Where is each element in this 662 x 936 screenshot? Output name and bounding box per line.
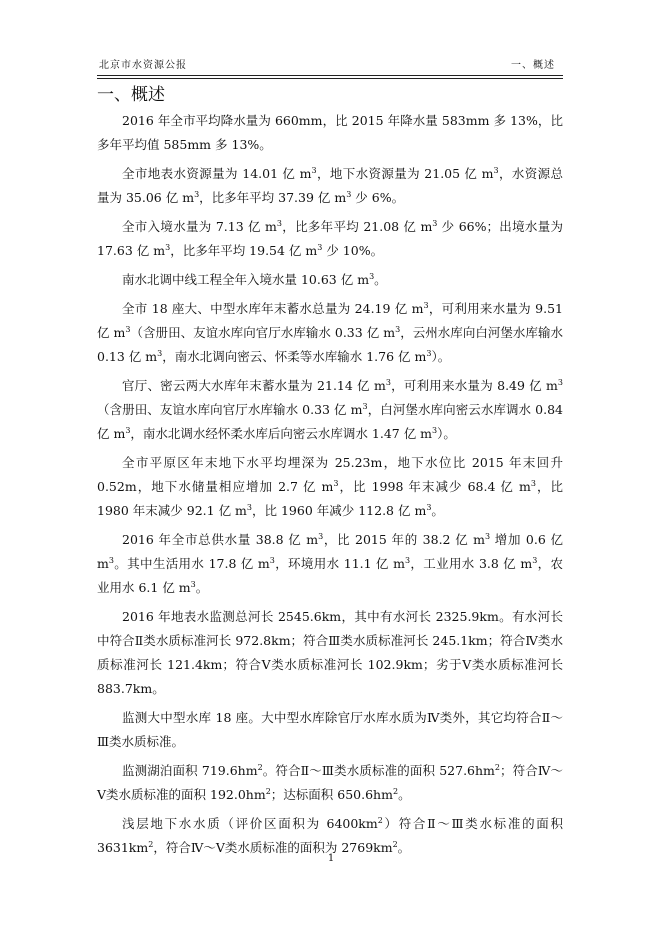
text-segment: 浅层地下水水质（评价区面积为 6400km — [122, 816, 378, 831]
text-segment: 监测湖泊面积 719.6hm — [122, 763, 258, 778]
superscript: 2 — [377, 815, 383, 825]
text-segment: ，可利用来水量为 9.51 亿 m — [97, 301, 563, 340]
text-segment: 全市入境水量为 7.13 亿 m — [122, 219, 277, 234]
text-segment: ，云州水库向白河堡水库输水 0.13 亿 m — [97, 325, 563, 364]
text-segment: 全市 18 座大、中型水库年末蓄水总量为 24.19 亿 m — [122, 301, 424, 316]
text-segment: 监测大中型水库 18 座。大中型水库除官厅水库水质为Ⅳ类外，其它均符合Ⅱ～Ⅲ类水质标准。 — [97, 710, 563, 749]
superscript: 3 — [426, 348, 432, 358]
text-segment: 少 66%；出境水量为 17.63 亿 m — [97, 219, 563, 258]
superscript: 3 — [269, 555, 275, 565]
text-segment: ，农业用水 6.1 亿 m — [97, 556, 563, 595]
superscript: 3 — [346, 189, 352, 199]
body-paragraph — [97, 215, 563, 263]
text-segment: ）。 — [437, 426, 456, 441]
text-segment: 。 — [195, 580, 209, 595]
superscript: 3 — [165, 242, 171, 252]
text-segment: 2016 年地表水监测总河长 2545.6km，其中有水河长 2325.9km。有水河长中符合Ⅱ类水质标准河长 972.8km；符合Ⅲ类水质标准河长 245.1km；符合Ⅳ类水质标准河长 121.4km；符合Ⅴ类水质标准河长 102.9km；劣于Ⅴ类水质标准河长 883.7km。 — [97, 609, 563, 696]
text-segment: （含册田、友谊水库向官厅水库输水 0.33 亿 m — [130, 325, 396, 340]
header-divider — [97, 78, 563, 79]
body-paragraph — [97, 759, 563, 807]
superscript: 3 — [426, 502, 432, 512]
text-segment: （含册田、友谊水库向官厅水库输水 0.33 亿 m — [97, 402, 363, 417]
body-paragraph — [97, 605, 563, 701]
text-segment: ，地下水资源量为 21.05 亿 m — [316, 166, 494, 181]
text-segment: ，白河堡水库向密云水库调水 0.84 亿 m — [97, 402, 563, 441]
superscript: 2 — [148, 839, 154, 849]
superscript: 3 — [317, 242, 323, 252]
superscript: 3 — [276, 218, 282, 228]
body-paragraph — [97, 268, 563, 292]
header-publication-title: 北京市水资源公报 — [99, 60, 187, 71]
body-paragraph — [97, 528, 563, 600]
body-paragraph — [97, 374, 563, 446]
text-segment: 。其中生活用水 17.8 亿 m — [113, 556, 270, 571]
superscript: 3 — [362, 401, 368, 411]
superscript: 3 — [125, 324, 131, 334]
superscript: 3 — [318, 531, 324, 541]
text-segment: ，符合Ⅳ～Ⅴ类水质标准的面积为 2769km — [153, 840, 393, 855]
superscript: 3 — [557, 377, 564, 387]
body-paragraph — [97, 109, 563, 157]
superscript: 2 — [257, 762, 263, 772]
body-paragraph — [97, 162, 563, 210]
superscript: 3 — [484, 531, 491, 541]
text-segment: ，比多年平均 37.39 亿 m — [199, 190, 347, 205]
text-segment: ，水资源总量为 35.06 亿 m — [97, 166, 564, 205]
superscript: 3 — [108, 555, 114, 565]
superscript: 3 — [532, 555, 538, 565]
text-segment: ，可利用来水量为 8.49 亿 m — [390, 378, 558, 393]
section-title: 一、概述 — [97, 85, 165, 105]
text-segment: ，南水北调向密云、怀柔等水库输水 1.76 亿 m — [162, 349, 427, 364]
superscript: 2 — [265, 786, 271, 796]
body-paragraph — [97, 297, 563, 369]
text-segment: 少 10%。 — [322, 243, 384, 258]
text-segment: 全市地表水资源量为 14.01 亿 m — [122, 166, 312, 181]
document-body — [97, 109, 563, 865]
superscript: 3 — [404, 555, 411, 565]
superscript: 3 — [157, 348, 163, 358]
text-segment: 全市平原区年末地下水平均埋深为 25.23m，地下水位比 2015 年末回升 0.52m，地下水储量相应增加 2.7 亿 m — [97, 455, 563, 494]
superscript: 3 — [311, 165, 317, 175]
text-segment: 。 — [398, 787, 411, 802]
text-segment: 官厅、密云两大水库年末蓄水量为 21.14 亿 m — [122, 378, 386, 393]
text-segment: ，比多年平均 19.54 亿 m — [170, 243, 318, 258]
superscript: 3 — [395, 324, 401, 334]
text-segment: ，比 2015 年的 38.2 亿 m — [323, 532, 485, 547]
text-segment: ，比多年平均 21.08 亿 m — [281, 219, 433, 234]
text-segment: ，工业用水 3.8 亿 m — [410, 556, 533, 571]
text-segment: 。 — [431, 503, 444, 518]
superscript: 3 — [432, 218, 438, 228]
superscript: 3 — [423, 300, 429, 310]
text-segment: ，南水北调水经怀柔水库后向密云水库调水 1.47 亿 m — [130, 426, 433, 441]
superscript: 3 — [493, 165, 499, 175]
text-segment: ，比 1998 年末减少 68.4 亿 m — [338, 479, 531, 494]
text-segment: ，比 1960 年减少 112.8 亿 m — [251, 503, 427, 518]
superscript: 3 — [385, 377, 391, 387]
body-paragraph — [97, 706, 563, 754]
body-paragraph — [97, 451, 563, 523]
text-segment: 南水北调中线工程全年入境水量 10.63 亿 m — [122, 272, 370, 287]
header-section-title: 一、概述 — [511, 60, 555, 71]
superscript: 2 — [494, 762, 500, 772]
text-segment: 2016 年全市总供水量 38.8 亿 m — [122, 532, 319, 547]
text-segment: ；符合Ⅳ～Ⅴ类水质标准的面积 192.0hm — [97, 763, 563, 802]
text-segment: 2016 年全市平均降水量为 660mm，比 2015 年降水量 583mm 多 13%，比多年平均值 585mm 多 13%。 — [97, 113, 563, 152]
text-segment: 。符合Ⅱ～Ⅲ类水质标准的面积 527.6hm — [262, 763, 495, 778]
superscript: 2 — [392, 839, 398, 849]
text-segment: 增加 0.6 亿 m — [97, 532, 563, 571]
superscript: 3 — [530, 478, 536, 488]
text-segment: 。 — [374, 272, 387, 287]
superscript: 3 — [125, 425, 131, 435]
superscript: 3 — [432, 425, 438, 435]
superscript: 3 — [333, 478, 339, 488]
text-segment: 。 — [397, 840, 411, 855]
text-segment: ，环境用水 11.1 亿 m — [274, 556, 405, 571]
text-segment: 少 6%。 — [351, 190, 405, 205]
superscript: 3 — [246, 502, 252, 512]
text-segment: ；达标面积 650.6hm — [270, 787, 393, 802]
page-number: 1 — [327, 853, 335, 864]
running-header — [97, 59, 563, 76]
superscript: 3 — [194, 189, 200, 199]
text-segment: ，比 1980 年末减少 92.1 亿 m — [97, 479, 563, 518]
text-segment: ）符合Ⅱ～Ⅲ类水标准的面积 3631km — [97, 816, 563, 855]
superscript: 2 — [392, 786, 399, 796]
superscript: 3 — [369, 271, 375, 281]
text-segment: ）。 — [431, 349, 451, 364]
superscript: 3 — [190, 579, 196, 589]
